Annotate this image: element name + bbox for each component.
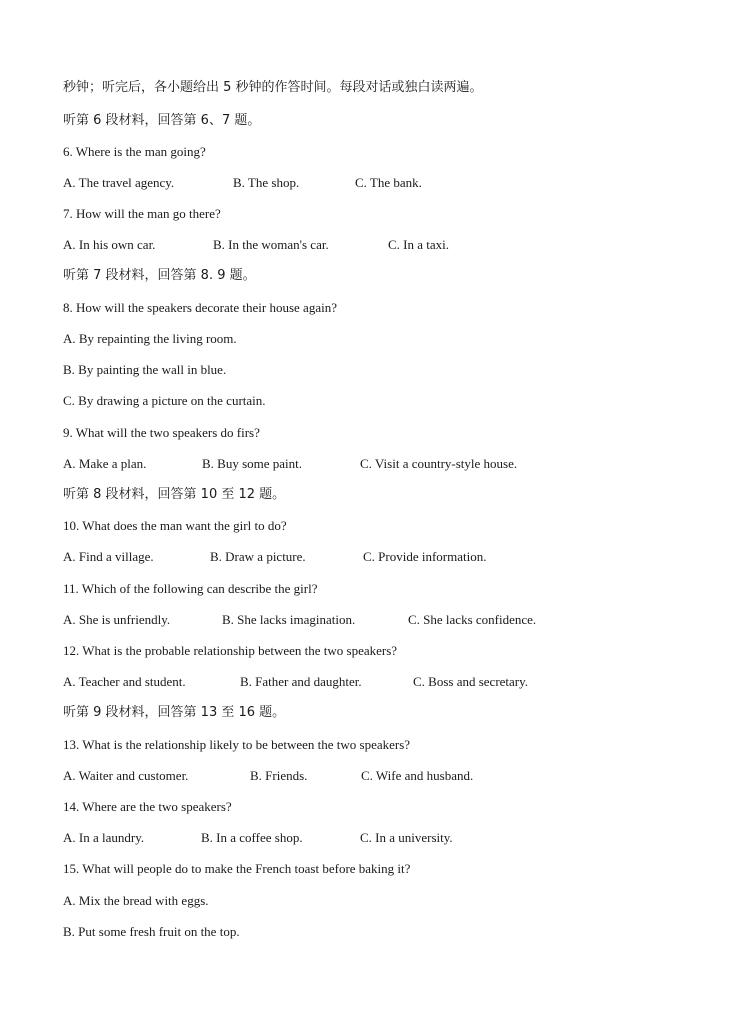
question-6: 6. Where is the man going? bbox=[63, 144, 206, 159]
option-7-a: A. In his own car. bbox=[63, 237, 156, 252]
option-8-c: C. By drawing a picture on the curtain. bbox=[63, 393, 266, 408]
question-14: 14. Where are the two speakers? bbox=[63, 799, 232, 814]
option-13-a: A. Waiter and customer. bbox=[63, 768, 189, 783]
option-10-b: B. Draw a picture. bbox=[210, 549, 306, 564]
option-13-b: B. Friends. bbox=[250, 768, 308, 783]
option-8-b: B. By painting the wall in blue. bbox=[63, 362, 227, 377]
question-12: 12. What is the probable relationship between the two speakers? bbox=[63, 643, 398, 658]
option-6-b: B. The shop. bbox=[233, 175, 300, 190]
option-11-a: A. She is unfriendly. bbox=[63, 612, 171, 627]
option-11-b: B. She lacks imagination. bbox=[222, 612, 356, 627]
question-8: 8. How will the speakers decorate their house again? bbox=[63, 300, 337, 315]
section-heading-9: 听第 9 段材料，回答第 13 至 16 题。 bbox=[63, 705, 286, 720]
question-7: 7. How will the man go there? bbox=[63, 206, 221, 221]
option-15-b: B. Put some fresh fruit on the top. bbox=[63, 924, 240, 939]
option-7-b: B. In the woman's car. bbox=[213, 237, 329, 252]
section-heading-6: 听第 6 段材料，回答第 6、7 题。 bbox=[63, 113, 261, 128]
question-11: 11. Which of the following can describe the girl? bbox=[63, 581, 318, 596]
section-heading-7: 听第 7 段材料，回答第 8. 9 题。 bbox=[63, 268, 256, 283]
question-15: 15. What will people do to make the French toast before baking it? bbox=[63, 861, 411, 876]
option-7-c: C. In a taxi. bbox=[388, 237, 450, 252]
option-9-b: B. Buy some paint. bbox=[202, 456, 303, 471]
option-13-c: C. Wife and husband. bbox=[361, 768, 474, 783]
option-11-c: C. She lacks confidence. bbox=[408, 612, 537, 627]
question-13: 13. What is the relationship likely to be between the two speakers? bbox=[63, 737, 411, 752]
option-15-a: A. Mix the bread with eggs. bbox=[63, 893, 209, 908]
option-12-c: C. Boss and secretary. bbox=[413, 674, 529, 689]
section-heading-8: 听第 8 段材料，回答第 10 至 12 题。 bbox=[63, 487, 286, 502]
option-6-a: A. The travel agency. bbox=[63, 175, 175, 190]
question-9: 9. What will the two speakers do firs? bbox=[63, 425, 260, 440]
option-12-a: A. Teacher and student. bbox=[63, 674, 186, 689]
option-9-a: A. Make a plan. bbox=[63, 456, 147, 471]
option-14-a: A. In a laundry. bbox=[63, 830, 145, 845]
option-14-c: C. In a university. bbox=[360, 830, 453, 845]
option-6-c: C. The bank. bbox=[355, 175, 422, 190]
option-10-c: C. Provide information. bbox=[363, 549, 487, 564]
option-10-a: A. Find a village. bbox=[63, 549, 154, 564]
option-9-c: C. Visit a country-style house. bbox=[360, 456, 518, 471]
option-8-a: A. By repainting the living room. bbox=[63, 331, 237, 346]
intro-text: 秒钟；听完后，各小题给出 5 秒钟的作答时间。每段对话或独白读两遍。 bbox=[63, 80, 483, 95]
option-14-b: B. In a coffee shop. bbox=[201, 830, 303, 845]
option-12-b: B. Father and daughter. bbox=[240, 674, 362, 689]
question-10: 10. What does the man want the girl to do? bbox=[63, 518, 287, 533]
